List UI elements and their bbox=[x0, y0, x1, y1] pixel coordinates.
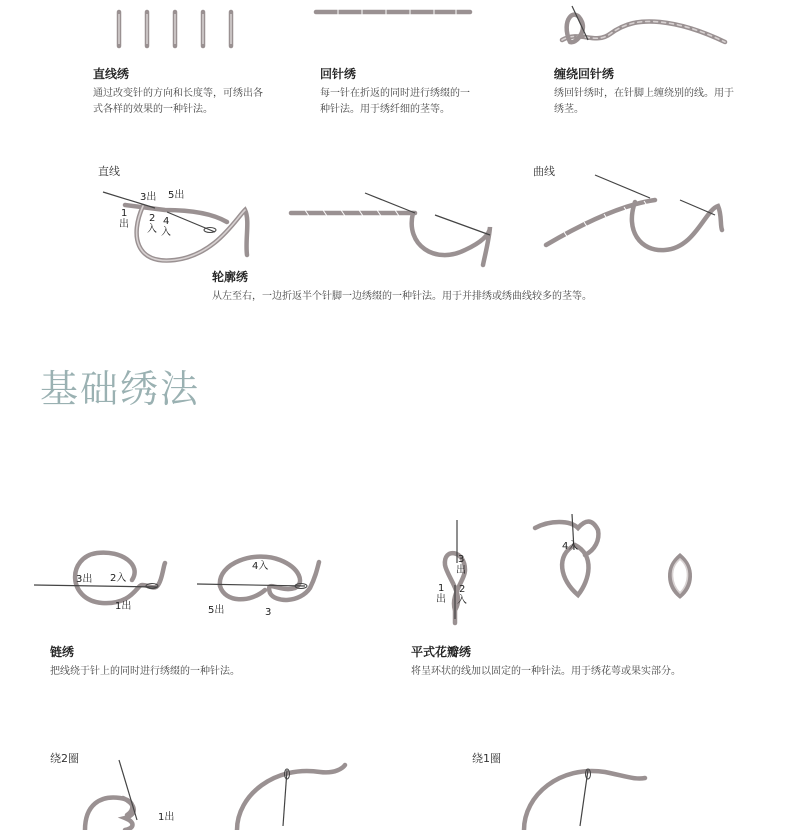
french-knot-2-illustration-2 bbox=[225, 760, 365, 830]
desc-line: 绣茎。 bbox=[554, 104, 584, 115]
label-straight: 直线 bbox=[98, 165, 120, 178]
chain-num-3b: 3 bbox=[265, 607, 272, 618]
french-num-1-out: 1出 bbox=[158, 812, 175, 823]
num-2: 2 bbox=[149, 213, 156, 224]
lazy-num-4: 4入 bbox=[562, 541, 579, 552]
lazy-daisy-desc: 将呈环状的线加以固定的一种针法。用于绣花萼或果实部分。 bbox=[411, 666, 681, 677]
num-1: 1 bbox=[121, 208, 128, 219]
desc-line: 每一针在折返的同时进行绣缀的一 bbox=[320, 88, 470, 99]
lazy-num-1: 1 bbox=[438, 583, 445, 594]
label-curve: 曲线 bbox=[533, 165, 555, 178]
outline-stitch-desc: 从左至右，一边折返半个针脚一边绣缀的一种针法。用于并排绣或绣曲线较多的茎等。 bbox=[212, 291, 592, 302]
lazy-daisy-illustration-2 bbox=[530, 510, 610, 600]
lazy-num-3: 3 bbox=[458, 554, 465, 565]
num-4-in: 入 bbox=[161, 227, 171, 238]
outline-stitch-title: 轮廓绣 bbox=[212, 270, 249, 284]
whipped-backstitch-desc bbox=[554, 86, 734, 118]
chain-stitch-desc: 把线绕于针上的同时进行绣缀的一种针法。 bbox=[50, 666, 240, 677]
num-4: 4 bbox=[163, 216, 170, 227]
lazy-daisy-title: 平式花瓣绣 bbox=[411, 645, 472, 659]
desc-line: 式各样的效果的一种针法。 bbox=[93, 104, 213, 115]
num-2-in: 入 bbox=[147, 224, 157, 235]
lazy-num-1-out: 出 bbox=[436, 594, 446, 605]
num-3-out: 3出 bbox=[140, 192, 157, 203]
chain-num-4: 4入 bbox=[252, 561, 269, 572]
num-5-out: 5出 bbox=[168, 190, 185, 201]
desc-line: 绣回针绣时，在针脚上缠绕别的线。用于 bbox=[554, 88, 734, 99]
label-wrap-1: 绕1圈 bbox=[472, 752, 501, 765]
chain-num-3: 3出 bbox=[76, 574, 93, 585]
outline-stitch-illustration-2 bbox=[285, 185, 505, 275]
section-title: 基础绣法 bbox=[40, 367, 201, 411]
chain-stitch-title: 链绣 bbox=[50, 645, 75, 659]
outline-stitch-illustration-3 bbox=[540, 170, 740, 265]
whipped-backstitch-illustration bbox=[550, 0, 740, 60]
lazy-num-2-in: 入 bbox=[457, 595, 467, 606]
whipped-backstitch-title: 缠绕回针绣 bbox=[554, 67, 615, 81]
lazy-daisy-illustration-3 bbox=[660, 548, 700, 608]
french-knot-1-illustration bbox=[510, 760, 670, 830]
label-wrap-2: 绕2圈 bbox=[50, 752, 79, 765]
chain-num-1: 1出 bbox=[115, 601, 132, 612]
straight-stitch-desc bbox=[93, 86, 263, 118]
chain-num-5: 5出 bbox=[208, 605, 225, 616]
num-1-out: 出 bbox=[119, 219, 129, 230]
backstitch-title: 回针绣 bbox=[320, 67, 357, 81]
desc-line: 种针法。用于绣纤细的茎等。 bbox=[320, 104, 450, 115]
lazy-num-2: 2 bbox=[459, 584, 466, 595]
desc-line: 通过改变针的方向和长度等，可绣出各 bbox=[93, 88, 263, 99]
lazy-num-3-out: 出 bbox=[456, 565, 466, 576]
backstitch-desc bbox=[320, 86, 470, 118]
backstitch-illustration bbox=[310, 0, 480, 30]
chain-num-2: 2入 bbox=[110, 573, 127, 584]
straight-stitch-illustration bbox=[105, 0, 255, 60]
chain-stitch-illustration-1 bbox=[32, 545, 172, 615]
straight-stitch-title: 直线绣 bbox=[93, 67, 130, 81]
